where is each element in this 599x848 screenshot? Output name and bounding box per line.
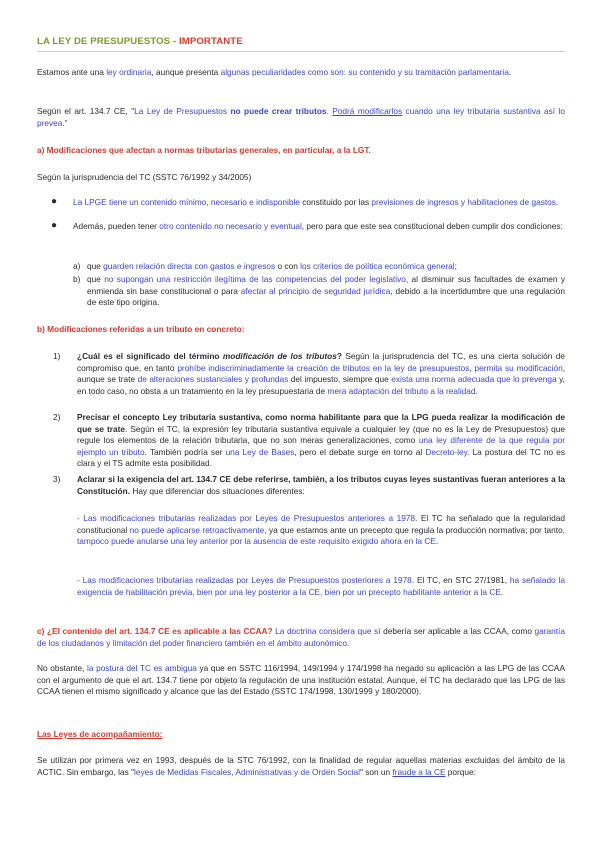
highlight-underlined: fraude a la CE bbox=[392, 766, 446, 777]
text: o con bbox=[275, 261, 301, 271]
intro-paragraph-2 bbox=[37, 106, 565, 129]
list-marker-2: 2) bbox=[53, 412, 61, 422]
text: " son un bbox=[359, 766, 393, 777]
text: , ya que estamos ante un precepto que regula la producción normativa; por tanto, bbox=[264, 524, 565, 535]
highlight: leyes de Medidas Fiscales, Administrativas y de Orden Social bbox=[134, 766, 360, 777]
highlight: ." bbox=[62, 117, 68, 128]
highlight: permita su modificación bbox=[474, 362, 563, 373]
text: , al disminuir sus facultades de examen y enmienda sin base constitucional o para bbox=[87, 274, 565, 296]
section-c-paragraph bbox=[37, 626, 565, 649]
section-b-item-2 bbox=[77, 412, 565, 470]
text: Según la jurisprudencia del TC, es una cierta solución de compromiso que, en tanto bbox=[77, 351, 565, 373]
highlight: no supongan una restricción ilegítima de las competencias del poder legislativo bbox=[104, 274, 406, 284]
highlight: los criterios de política económica general bbox=[300, 261, 455, 271]
highlight: garantía de los ciudadanos y limitación del poder financiero también en el ámbito autonómico bbox=[37, 626, 565, 648]
text: , aunque presenta bbox=[151, 67, 221, 77]
text: , bbox=[469, 362, 475, 373]
text: . El TC, en STC 27/1981, bbox=[411, 575, 510, 585]
section-b-heading: b) Modificaciones referidas a un tributo en concreto: bbox=[37, 324, 245, 334]
section-a-bullet-1 bbox=[73, 197, 565, 209]
text-bold: ¿Cuál es el significado del término bbox=[77, 351, 223, 361]
highlight: ley ordinaria bbox=[106, 67, 152, 77]
page-title bbox=[37, 36, 243, 48]
text: , pero para que este sea constitucional deben cumplir dos condiciones: bbox=[301, 221, 563, 231]
text-bold: Precisar el concepto Ley tributaria sustantiva, como norma habilitante para que la LPG pueda realizar la modificación de que se trate bbox=[77, 412, 565, 434]
highlight: - Las modificaciones tributarias realizadas por Leyes de Presupuestos anteriores a 1978 bbox=[77, 513, 416, 523]
situation-2 bbox=[77, 575, 565, 598]
title-divider bbox=[37, 51, 565, 52]
condition-b bbox=[87, 274, 565, 309]
title-important: IMPORTANTE bbox=[179, 36, 243, 47]
title-main: LA LEY DE PRESUPUESTOS - bbox=[37, 36, 177, 47]
section-a-heading: a) Modificaciones que afectan a normas tributarias generales, en particular, a la LGT. bbox=[37, 145, 371, 155]
bullet-icon: ● bbox=[51, 220, 58, 231]
highlight: algunas peculiaridades como son: su contenido y su tramitación parlamentaria bbox=[220, 67, 509, 77]
section-b-item-3 bbox=[77, 474, 565, 497]
text-bold-italic: modificación de los tributos bbox=[222, 351, 337, 361]
highlight: previsiones de ingresos y habilitaciones de gastos bbox=[371, 197, 556, 207]
situation-1 bbox=[77, 513, 565, 548]
highlight: mera adaptación del tributo a la realidad bbox=[327, 385, 476, 396]
highlight: prohíbe indiscriminadamente la creación de tributos en la ley de presupuestos bbox=[177, 362, 470, 373]
text: . bbox=[346, 637, 350, 648]
text: Según el art. 134.7 CE, " bbox=[37, 106, 135, 116]
highlight: . bbox=[326, 106, 333, 116]
list-marker-a: a) bbox=[73, 261, 81, 271]
text: Hay que diferenciar dos situaciones diferentes: bbox=[130, 485, 305, 496]
text: . bbox=[475, 385, 478, 396]
text: . bbox=[500, 586, 504, 597]
text: . bbox=[435, 536, 439, 547]
highlight: no puede aplicarse retroactivamente bbox=[129, 524, 265, 535]
text: ; bbox=[454, 261, 457, 271]
text: . La postura del TC no es clara y el TS admite esta posibilidad. bbox=[77, 446, 565, 469]
bullet-icon: ● bbox=[51, 196, 58, 207]
list-marker-b: b) bbox=[73, 274, 81, 284]
highlight-bold: no puede crear tributos bbox=[230, 106, 327, 116]
text: y, en todo caso, no obsta a un tratamiento en la ley presupuestaria de bbox=[77, 374, 565, 396]
highlight: otro contenido no necesario y eventual bbox=[159, 221, 302, 231]
highlight: una ley diferente de la que regula por ejemplo un tributo bbox=[77, 435, 565, 457]
section-d-heading: Las Leyes de acompañamiento: bbox=[37, 729, 163, 739]
section-c-paragraph-2 bbox=[37, 663, 565, 698]
text: porque: bbox=[445, 766, 476, 777]
text: debería ser aplicable a las CCAA, como bbox=[380, 626, 535, 636]
text: , aunque se trate bbox=[77, 362, 566, 385]
highlight: La Ley de Presupuestos bbox=[134, 106, 231, 116]
text: . bbox=[508, 67, 512, 77]
text: Además, pueden tener bbox=[73, 221, 160, 231]
highlight: cuando una ley tributaria sustantiva así lo prevea bbox=[37, 106, 565, 128]
highlight: exista una norma adecuada que lo prevenga bbox=[391, 374, 557, 385]
highlight: ha señalado la exigencia de habilitación previa, bien por una ley posterior a la CE, bien por un precepto habilitante anterior a la CE bbox=[77, 575, 565, 597]
highlight: una Ley de Bases bbox=[225, 446, 295, 457]
section-a-lead: Según la jurisprudencia del TC (SSTC 76/1992 y 34/2005) bbox=[37, 172, 252, 182]
section-d-paragraph bbox=[37, 755, 565, 778]
section-a-bullet-2 bbox=[73, 221, 565, 233]
list-marker-3: 3) bbox=[53, 474, 61, 484]
text: Estamos ante una bbox=[37, 67, 107, 77]
section-c-heading: c) ¿El contenido del art. 134.7 CE es aplicable a las CCAA? bbox=[37, 626, 273, 636]
highlight: afectar al principio de seguridad jurídica bbox=[240, 285, 391, 296]
highlight: La doctrina considera que sí bbox=[275, 626, 381, 636]
condition-a bbox=[87, 261, 565, 273]
text: No obstante, bbox=[37, 663, 87, 673]
text: , pero el debate surge en torno al bbox=[294, 446, 426, 457]
intro-paragraph-1 bbox=[37, 67, 565, 79]
highlight: guarden relación directa con gastos e ingresos bbox=[103, 261, 276, 271]
highlight: la postura del TC es ambigua bbox=[87, 663, 197, 673]
text: Se utilizan por primera vez en 1993, después de la STC 76/1992, con la finalidad de regular aquellas materias excluidas del ámbito de la ACTIC. Sin embargo, las " bbox=[37, 755, 565, 777]
text: . El TC ha señalado que la regularidad constitucional bbox=[77, 513, 565, 535]
text-bold: ? bbox=[336, 351, 342, 361]
highlight-underlined: Podrá modificarlos bbox=[332, 106, 403, 116]
text: que bbox=[87, 274, 105, 284]
list-marker-1: 1) bbox=[53, 351, 61, 361]
text-bold: Aclarar si la exigencia del art. 134.7 CE debe referirse, también, a los tributos cuyas leyes sustantivas fueran anteriores a la Constitución. bbox=[77, 474, 565, 496]
text: ya que en SSTC 116/1994, 149/1994 y 174/1998 ha negado su aplicación a las LPG de las CCAA con el argumento de que el art. 134.7 tiene por objeto la regulación de una institución estatal. Aunque, el TC ha declarado que las LPG de las CCAA tienen el mismo significado y alcance que las del Estado (SSTC 174/1998, 130/1999 y 180/2000). bbox=[37, 663, 565, 697]
text: constituido por las bbox=[299, 197, 372, 207]
text: del impuesto, siempre que bbox=[288, 374, 392, 385]
highlight: de alteraciones sustanciales y profundas bbox=[137, 374, 289, 385]
text: . También podría ser bbox=[144, 446, 226, 457]
text: que bbox=[87, 261, 104, 271]
text: . Según el TC, la expresión ley tributaria sustantiva equivale a cualquier ley (que no es la Ley de Presupuestos) que regule los elementos de la relación tributaria, que no son meras generalizaciones, como bbox=[77, 423, 566, 446]
text: . bbox=[555, 197, 559, 207]
highlight: La LPGE tiene un contenido mínimo, necesario e indisponible bbox=[73, 197, 300, 207]
text: , debido a la incertidumbre que una regulación de este tipo origina. bbox=[87, 285, 565, 308]
highlight: Decreto-ley bbox=[425, 446, 468, 457]
highlight: tampoco puede anularse una ley anterior por la ausencia de este requisito exigido ahora en la CE bbox=[77, 536, 436, 547]
section-b-item-1 bbox=[77, 351, 565, 397]
highlight: - Las modificaciones tributarias realizadas por Leyes de Presupuestos posteriores a 1978 bbox=[77, 575, 412, 585]
